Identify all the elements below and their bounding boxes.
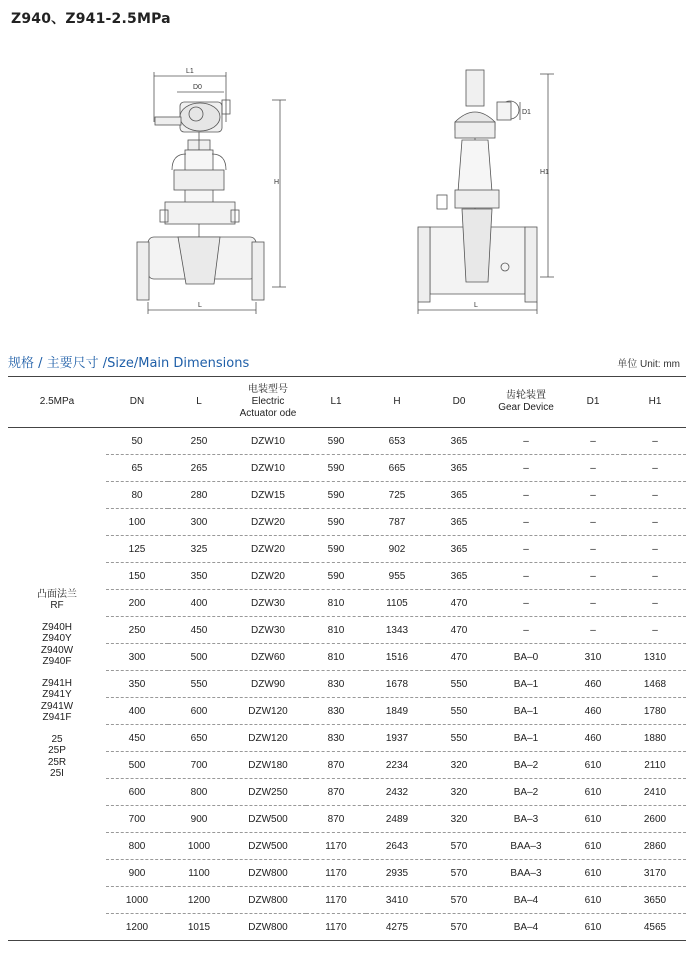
table-cell: – [490,482,562,509]
table-cell: 450 [106,725,168,752]
table-cell: – [562,536,624,563]
table-cell: 2489 [366,806,428,833]
table-cell: 1105 [366,590,428,617]
table-cell: 700 [106,806,168,833]
table-cell: 4275 [366,914,428,941]
table-cell: 1100 [168,860,230,887]
table-cell: – [562,455,624,482]
table-cell: 870 [306,779,366,806]
table-cell: 1200 [106,914,168,941]
side-view-drawing [418,70,554,314]
table-cell: 460 [562,671,624,698]
table-cell: BA–1 [490,698,562,725]
table-cell: 870 [306,806,366,833]
table-cell: 610 [562,752,624,779]
section-title: 规格 / 主要尺寸 /Size/Main Dimensions [8,356,250,371]
table-cell: 590 [306,509,366,536]
table-cell: 955 [366,563,428,590]
table-cell: 300 [106,644,168,671]
table-cell: 1000 [168,833,230,860]
label-l-front: L [198,302,202,309]
column-header: 齿轮装置 Gear Device [490,377,562,428]
table-cell: 570 [428,887,490,914]
table-cell: 1849 [366,698,428,725]
table-cell: DZW800 [230,860,306,887]
table-cell: – [562,482,624,509]
table-cell: DZW120 [230,725,306,752]
table-cell: 310 [562,644,624,671]
table-cell: 1516 [366,644,428,671]
table-cell: 365 [428,428,490,455]
table-cell: 1880 [624,725,686,752]
table-row [8,914,686,941]
label-h: H [274,179,280,186]
table-cell: 350 [106,671,168,698]
table-cell: 100 [106,509,168,536]
table-cell: 590 [306,455,366,482]
table-cell: – [562,590,624,617]
table-cell: 900 [106,860,168,887]
table-body [8,428,686,941]
table-cell: 550 [168,671,230,698]
table-cell: 650 [168,725,230,752]
table-row [8,536,686,563]
table-cell: 1170 [306,887,366,914]
table-cell: 810 [306,617,366,644]
table-cell: 1780 [624,698,686,725]
table-cell: 2234 [366,752,428,779]
table-cell: 2643 [366,833,428,860]
model-line: Z940F [42,656,72,667]
table-cell: 787 [366,509,428,536]
table-row [8,644,686,671]
model-line: Z941Y [42,689,72,700]
table-cell: DZW90 [230,671,306,698]
table-cell: 470 [428,617,490,644]
table-cell: 150 [106,563,168,590]
table-cell: 1310 [624,644,686,671]
table-row [8,779,686,806]
model-line: Z940Y [42,633,72,644]
table-cell: – [624,590,686,617]
table-cell: DZW10 [230,428,306,455]
column-header: H [366,377,428,428]
table-cell: 830 [306,671,366,698]
table-cell: 1343 [366,617,428,644]
table-cell: DZW20 [230,563,306,590]
table-cell: BA–2 [490,752,562,779]
table-cell: 2432 [366,779,428,806]
table-cell: BAA–3 [490,860,562,887]
table-cell: 125 [106,536,168,563]
label-l1: L1 [186,68,194,75]
table-cell: 550 [428,671,490,698]
table-cell: 800 [168,779,230,806]
column-header: L [168,377,230,428]
table-cell: DZW250 [230,779,306,806]
table-cell: 365 [428,563,490,590]
table-cell: DZW20 [230,536,306,563]
model-line: 25R [47,756,67,768]
model-line: 25 [51,733,63,745]
valve-drawings [0,62,696,324]
table-cell: 250 [106,617,168,644]
table-cell: DZW180 [230,752,306,779]
table-cell: – [490,428,562,455]
table-cell: 350 [168,563,230,590]
table-cell: 325 [168,536,230,563]
table-cell: 900 [168,806,230,833]
table-row [8,698,686,725]
column-header: L1 [306,377,366,428]
column-header: D1 [562,377,624,428]
table-row [8,833,686,860]
table-row [8,887,686,914]
table-cell: 550 [428,725,490,752]
table-cell: – [490,617,562,644]
table-row [8,752,686,779]
table-cell: – [624,428,686,455]
model-line: RF [50,600,64,611]
table-row [8,509,686,536]
table-cell: 320 [428,779,490,806]
table-cell: 725 [366,482,428,509]
table-cell: 665 [366,455,428,482]
table-cell: 2935 [366,860,428,887]
table-cell: – [490,590,562,617]
table-cell: DZW500 [230,806,306,833]
table-cell: 902 [366,536,428,563]
table-cell: 1200 [168,887,230,914]
table-cell: 610 [562,779,624,806]
table-cell: 610 [562,914,624,941]
table-cell: 365 [428,455,490,482]
model-line: Z940H [41,621,72,633]
table-cell: 600 [106,779,168,806]
table-row [8,617,686,644]
table-cell: 250 [168,428,230,455]
table-cell: DZW15 [230,482,306,509]
table-cell: – [562,428,624,455]
table-cell: – [624,455,686,482]
table-cell: DZW120 [230,698,306,725]
table-cell: 570 [428,833,490,860]
table-row [8,455,686,482]
model-line [8,668,106,678]
table-cell: 800 [106,833,168,860]
column-header: D0 [428,377,490,428]
table-cell: – [562,617,624,644]
table-row [8,590,686,617]
table-cell: 400 [106,698,168,725]
table-cell: 870 [306,752,366,779]
table-cell: 470 [428,644,490,671]
table-cell: 450 [168,617,230,644]
table-cell: 2410 [624,779,686,806]
table-cell: 610 [562,833,624,860]
column-header: DN [106,377,168,428]
table-row [8,671,686,698]
table-cell: 653 [366,428,428,455]
table-cell: BA–2 [490,779,562,806]
table-cell: 1937 [366,725,428,752]
table-cell: 3410 [366,887,428,914]
table-cell: 590 [306,482,366,509]
table-cell: 460 [562,698,624,725]
table-cell: – [490,455,562,482]
model-line [8,612,106,622]
column-header: 电装型号 Electric Actuator ode [230,377,306,428]
table-cell: 400 [168,590,230,617]
unit-label: 单位 Unit: mm [617,359,680,370]
page-title: Z940、Z941-2.5MPa [11,11,171,27]
table-cell: – [624,617,686,644]
table-cell: 610 [562,860,624,887]
table-cell: – [624,536,686,563]
table-cell: – [490,536,562,563]
table-cell: 500 [106,752,168,779]
table-cell: 610 [562,887,624,914]
table-cell: 1170 [306,860,366,887]
label-h1: H1 [540,169,549,176]
table-cell: 320 [428,752,490,779]
table-cell: DZW800 [230,887,306,914]
table-cell: 365 [428,536,490,563]
valve-models-cell [8,428,106,941]
table-cell: 590 [306,536,366,563]
table-cell: DZW10 [230,455,306,482]
table-cell: 830 [306,725,366,752]
table-cell: – [624,482,686,509]
table-cell: BA–0 [490,644,562,671]
table-cell: DZW20 [230,509,306,536]
table-cell: 1015 [168,914,230,941]
table-cell: 570 [428,860,490,887]
model-line: Z941F [42,712,72,723]
table-cell: 1170 [306,833,366,860]
table-cell: 500 [168,644,230,671]
table-cell: 830 [306,698,366,725]
table-cell: 550 [428,698,490,725]
label-d0: D0 [193,84,202,91]
table-cell: BA–4 [490,914,562,941]
table-cell: – [490,509,562,536]
table-cell: BA–4 [490,887,562,914]
table-header-row [8,377,686,428]
table-cell: 590 [306,563,366,590]
table-cell: 280 [168,482,230,509]
table-cell: BA–3 [490,806,562,833]
model-line: 25P [48,745,66,756]
model-line: Z940W [40,644,74,656]
table-cell: BA–1 [490,725,562,752]
table-cell: 200 [106,590,168,617]
table-cell: 1170 [306,914,366,941]
table-cell: 570 [428,914,490,941]
table-cell: – [490,563,562,590]
table-cell: 320 [428,806,490,833]
column-header: 2.5MPa [8,377,106,428]
table-cell: 590 [306,428,366,455]
table-cell: – [624,509,686,536]
table-cell: 470 [428,590,490,617]
table-cell: DZW60 [230,644,306,671]
table-cell: – [562,509,624,536]
model-line: Z941W [40,700,74,712]
table-cell: 810 [306,644,366,671]
table-cell: BA–1 [490,671,562,698]
label-l-side: L [474,302,478,309]
table-cell: 810 [306,590,366,617]
table-cell: 365 [428,482,490,509]
table-row [8,725,686,752]
table-cell: 700 [168,752,230,779]
table-row [8,806,686,833]
table-cell: 1468 [624,671,686,698]
table-cell: DZW800 [230,914,306,941]
table-cell: 80 [106,482,168,509]
model-line: 凸面法兰 [37,588,77,600]
table-cell: 50 [106,428,168,455]
table-cell: 610 [562,806,624,833]
table-cell: 2110 [624,752,686,779]
table-cell: 2860 [624,833,686,860]
dimensions-table [8,376,686,941]
column-header: H1 [624,377,686,428]
table-cell: 2600 [624,806,686,833]
table-cell: 1000 [106,887,168,914]
table-row [8,563,686,590]
table-cell: 1678 [366,671,428,698]
table-cell: 600 [168,698,230,725]
table-cell: BAA–3 [490,833,562,860]
model-line [8,724,106,734]
table-cell: 460 [562,725,624,752]
table-cell: 265 [168,455,230,482]
table-cell: DZW30 [230,590,306,617]
table-cell: DZW500 [230,833,306,860]
table-cell: – [562,563,624,590]
table-cell: 3650 [624,887,686,914]
table-cell: 4565 [624,914,686,941]
table-cell: DZW30 [230,617,306,644]
front-view-drawing [137,72,286,314]
table-cell: 365 [428,509,490,536]
model-line: Z941H [41,677,72,689]
table-row [8,482,686,509]
model-line: 25I [50,768,64,779]
table-cell: 300 [168,509,230,536]
table-row [8,860,686,887]
table-cell: 65 [106,455,168,482]
label-d1: D1 [522,109,531,116]
table-cell: – [624,563,686,590]
table-cell: 3170 [624,860,686,887]
table-row [8,428,686,455]
